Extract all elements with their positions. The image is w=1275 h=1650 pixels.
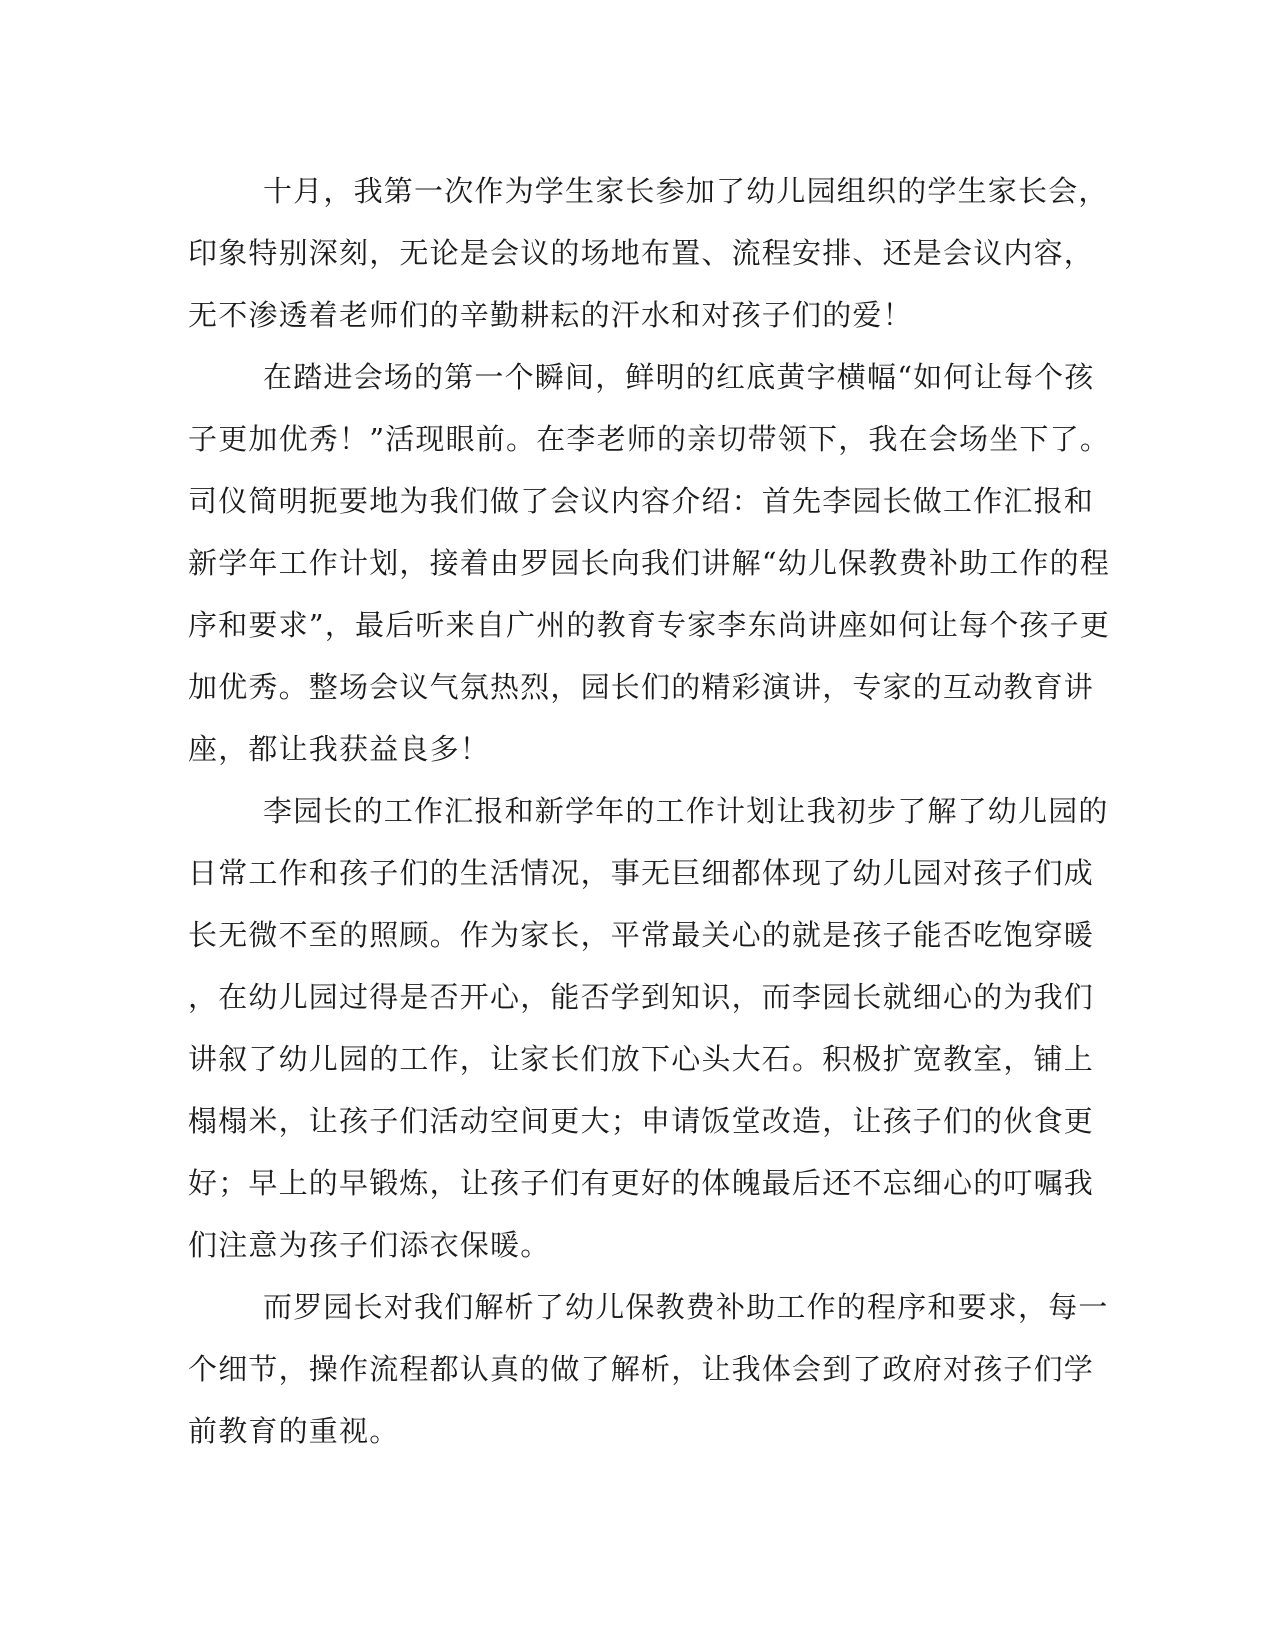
paragraph-line: 们注意为孩子们添衣保暖。 [188,1228,551,1262]
paragraph-line: 日常工作和孩子们的生活情况，事无巨细都体现了幼儿园对孩子们成 [188,856,1095,890]
document-body [188,160,1111,1462]
paragraph-line: 李园长的工作汇报和新学年的工作计划让我初步了解了幼儿园的 [263,794,1109,828]
paragraph-line: 座，都让我获益良多！ [188,732,491,766]
paragraph-3 [188,780,1109,1276]
paragraph-line: 个细节，操作流程都认真的做了解析，让我体会到了政府对孩子们学 [188,1352,1095,1386]
paragraph-line: 在踏进会场的第一个瞬间，鲜明的红底黄字横幅“如何让每个孩 [263,360,1095,394]
paragraph-line: 新学年工作计划，接着由罗园长向我们讲解“幼儿保教费补助工作的程 [188,546,1111,580]
paragraph-2 [188,346,1111,780]
paragraph-line: 印象特别深刻，无论是会议的场地布置、流程安排、还是会议内容， [188,236,1095,270]
paragraph-line: 序和要求”，最后听来自广州的教育专家李东尚讲座如何让每个孩子更 [188,608,1111,642]
paragraph-line: 子更加优秀！”活现眼前。在李老师的亲切带领下，我在会场坐下了。 [188,422,1111,456]
paragraph-line: 司仪简明扼要地为我们做了会议内容介绍：首先李园长做工作汇报和 [188,484,1095,518]
paragraph-line: 十月，我第一次作为学生家长参加了幼儿园组织的学生家长会， [263,174,1109,208]
paragraph-line: 好；早上的早锻炼，让孩子们有更好的体魄最后还不忘细心的叮嘱我 [188,1166,1095,1200]
paragraph-line: 讲叙了幼儿园的工作，让家长们放下心头大石。积极扩宽教室，铺上 [188,1042,1095,1076]
paragraph-line: 前教育的重视。 [188,1414,400,1448]
paragraph-line: 而罗园长对我们解析了幼儿保教费补助工作的程序和要求，每一 [263,1290,1109,1324]
paragraph-line: 加优秀。整场会议气氛热烈，园长们的精彩演讲，专家的互动教育讲 [188,670,1095,704]
paragraph-1 [188,160,1109,346]
paragraph-4 [188,1276,1109,1462]
paragraph-line: 无不渗透着老师们的辛勤耕耘的汗水和对孩子们的爱！ [188,298,913,332]
paragraph-line: 榻榻米，让孩子们活动空间更大；申请饭堂改造，让孩子们的伙食更 [188,1104,1095,1138]
paragraph-line: 长无微不至的照顾。作为家长，平常最关心的就是孩子能否吃饱穿暖 [188,918,1095,952]
paragraph-line: ，在幼儿园过得是否开心，能否学到知识，而李园长就细心的为我们 [188,980,1095,1014]
